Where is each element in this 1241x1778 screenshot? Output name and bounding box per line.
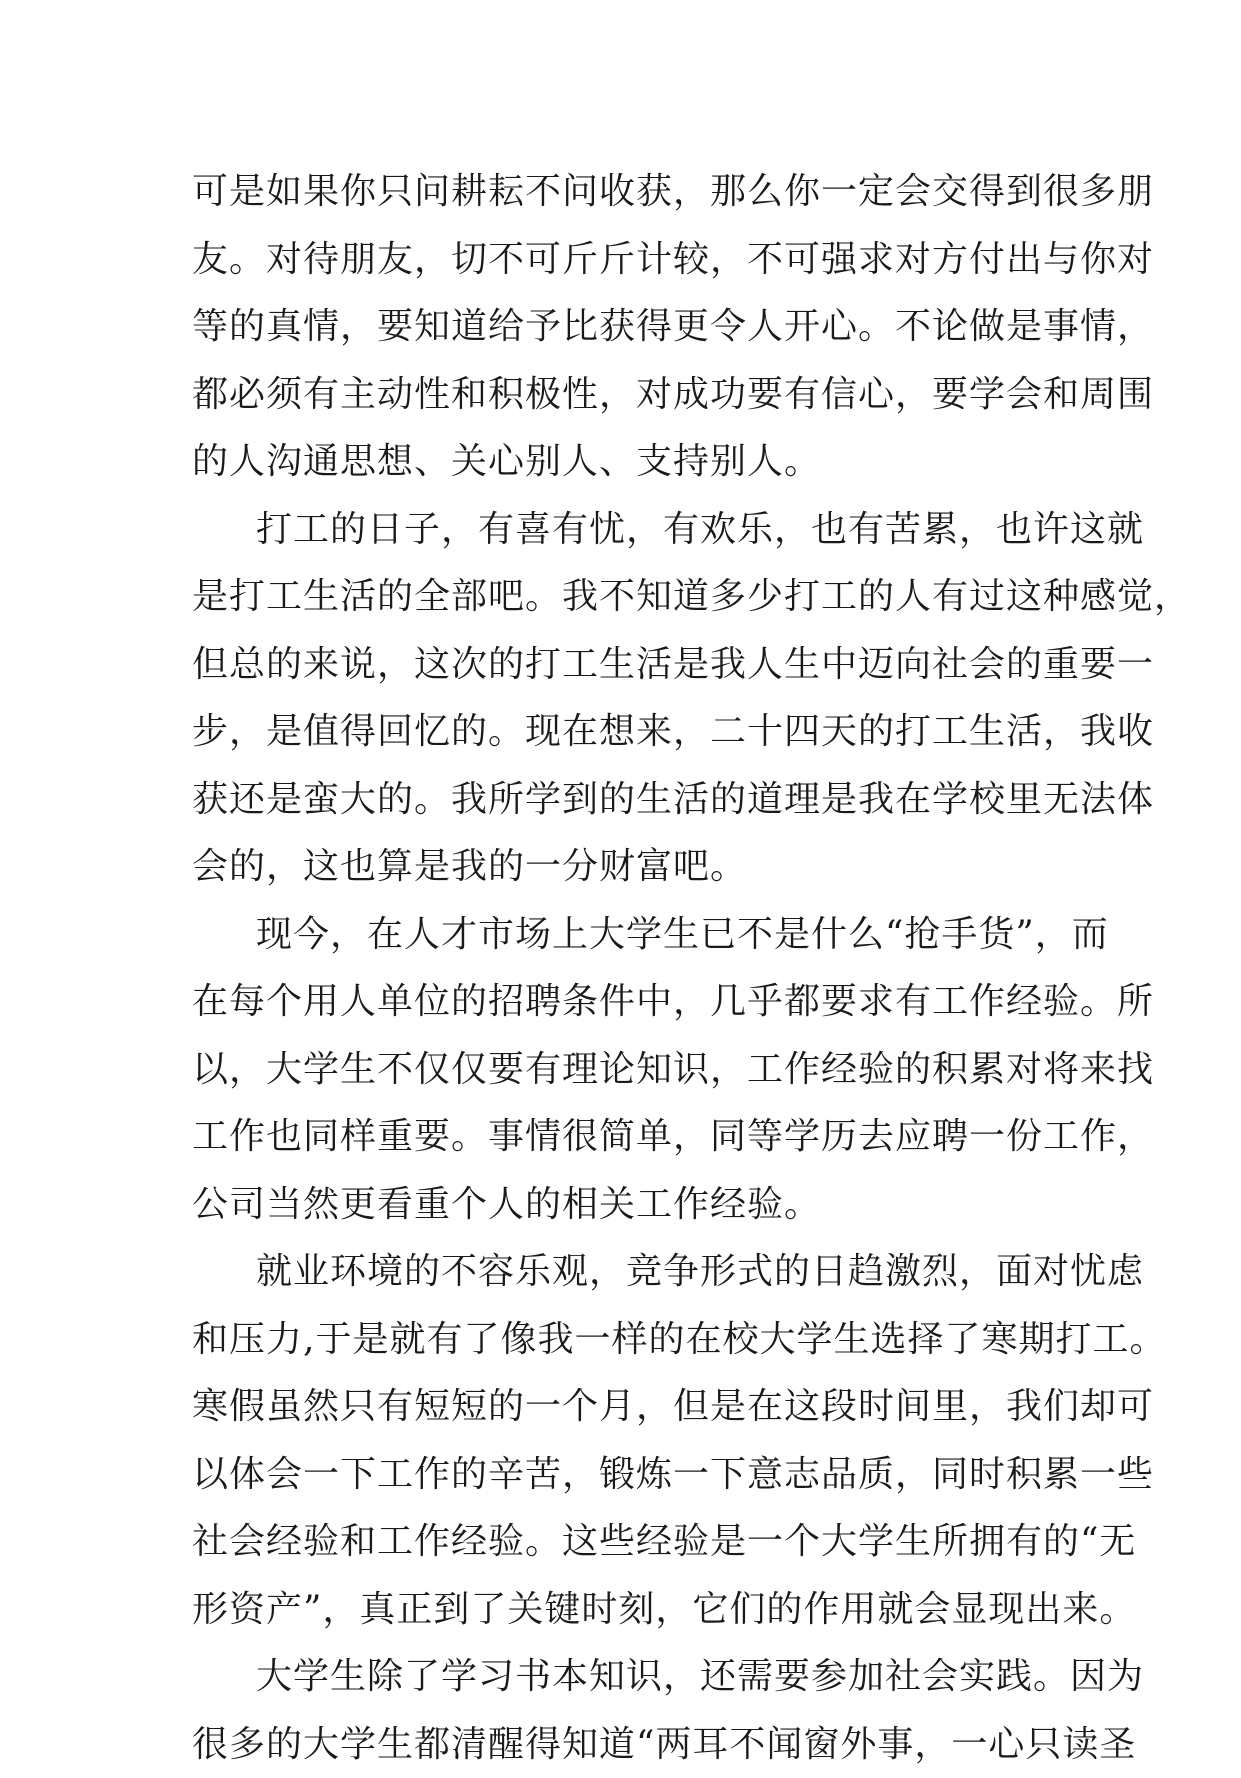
document-body [192,158,1062,1778]
text-line: 形资产”，真正到了关键时刻，它们的作用就会显现出来。 [192,1576,1062,1644]
text-line: 寒假虽然只有短短的一个月，但是在这段时间里，我们却可 [192,1373,1062,1441]
text-line: 会的，这也算是我的一分财富吧。 [192,833,1062,901]
text-line: 大学生除了学习书本知识，还需要参加社会实践。因为 [192,1643,1062,1711]
text-line: 都必须有主动性和积极性，对成功要有信心，要学会和周围 [192,361,1062,429]
text-line: 但总的来说，这次的打工生活是我人生中迈向社会的重要一 [192,631,1062,699]
text-line: 社会经验和工作经验。这些经验是一个大学生所拥有的“无 [192,1508,1062,1576]
text-line: 等的真情，要知道给予比获得更令人开心。不论做是事情， [192,293,1062,361]
text-line: 就业环境的不容乐观，竞争形式的日趋激烈，面对忧虑 [192,1238,1062,1306]
text-line: 在每个用人单位的招聘条件中，几乎都要求有工作经验。所 [192,968,1062,1036]
text-line: 获还是蛮大的。我所学到的生活的道理是我在学校里无法体 [192,766,1062,834]
text-line: 步，是值得回忆的。现在想来，二十四天的打工生活，我收 [192,698,1062,766]
text-line: 和压力,于是就有了像我一样的在校大学生选择了寒期打工。 [192,1306,1062,1374]
text-line: 很多的大学生都清醒得知道“两耳不闻窗外事，一心只读圣 [192,1711,1062,1778]
text-line: 现今，在人才市场上大学生已不是什么“抢手货”，而 [192,901,1062,969]
text-line: 打工的日子，有喜有忧，有欢乐，也有苦累，也许这就 [192,496,1062,564]
text-line: 的人沟通思想、关心别人、支持别人。 [192,428,1062,496]
text-line: 以体会一下工作的辛苦，锻炼一下意志品质，同时积累一些 [192,1441,1062,1509]
text-line: 友。对待朋友，切不可斤斤计较，不可强求对方付出与你对 [192,226,1062,294]
text-line: 公司当然更看重个人的相关工作经验。 [192,1171,1062,1239]
text-line: 以，大学生不仅仅要有理论知识，工作经验的积累对将来找 [192,1036,1062,1104]
text-line: 工作也同样重要。事情很简单，同等学历去应聘一份工作， [192,1103,1062,1171]
text-line: 是打工生活的全部吧。我不知道多少打工的人有过这种感觉， [192,563,1062,631]
text-line: 可是如果你只问耕耘不问收获，那么你一定会交得到很多朋 [192,158,1062,226]
